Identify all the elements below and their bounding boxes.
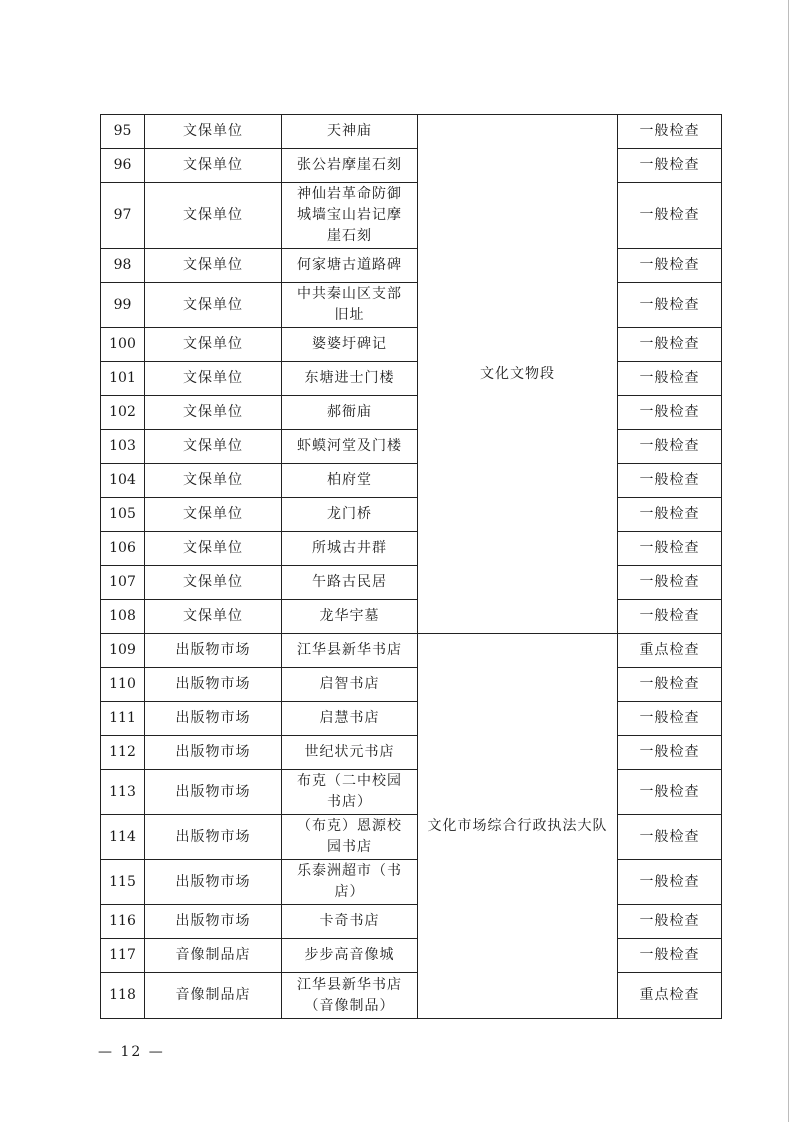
table-row	[101, 430, 722, 464]
check-type-cell: 一般检查	[618, 702, 722, 736]
check-type-cell: 一般检查	[618, 815, 722, 860]
row-number-cell: 108	[101, 600, 145, 634]
check-type-cell: 一般检查	[618, 498, 722, 532]
category-cell: 出版物市场	[145, 634, 282, 668]
check-type-cell: 一般检查	[618, 249, 722, 283]
category-cell: 文保单位	[145, 149, 282, 183]
check-type-cell: 一般检查	[618, 396, 722, 430]
row-number-cell: 105	[101, 498, 145, 532]
check-type-cell: 一般检查	[618, 362, 722, 396]
object-name-cell: 天神庙	[282, 115, 418, 149]
row-number-cell: 96	[101, 149, 145, 183]
table-row	[101, 183, 722, 249]
object-name-cell: 卡奇书店	[282, 905, 418, 939]
category-cell: 文保单位	[145, 396, 282, 430]
check-type-cell: 一般检查	[618, 532, 722, 566]
check-type-cell: 一般检查	[618, 149, 722, 183]
category-cell: 文保单位	[145, 115, 282, 149]
object-name-cell: 婆婆圩碑记	[282, 328, 418, 362]
check-type-cell: 重点检查	[618, 973, 722, 1019]
table-row	[101, 498, 722, 532]
page-number: — 12 —	[98, 1044, 165, 1060]
category-cell: 文保单位	[145, 328, 282, 362]
table-row	[101, 905, 722, 939]
department-cell: 文化市场综合行政执法大队	[418, 634, 618, 1019]
page-edge-line	[788, 0, 789, 1122]
object-name-cell: 柏府堂	[282, 464, 418, 498]
check-type-cell: 一般检查	[618, 736, 722, 770]
category-cell: 音像制品店	[145, 973, 282, 1019]
object-name-cell: 步步高音像城	[282, 939, 418, 973]
row-number-cell: 95	[101, 115, 145, 149]
category-cell: 文保单位	[145, 532, 282, 566]
object-name-cell: 郝衙庙	[282, 396, 418, 430]
row-number-cell: 118	[101, 973, 145, 1019]
category-cell: 出版物市场	[145, 668, 282, 702]
category-cell: 出版物市场	[145, 770, 282, 815]
table-row	[101, 702, 722, 736]
category-cell: 出版物市场	[145, 736, 282, 770]
check-type-cell: 一般检查	[618, 328, 722, 362]
category-cell: 文保单位	[145, 183, 282, 249]
object-name-cell: 午路古民居	[282, 566, 418, 600]
table-row	[101, 396, 722, 430]
check-type-cell: 一般检查	[618, 566, 722, 600]
category-cell: 音像制品店	[145, 939, 282, 973]
check-type-cell: 一般检查	[618, 115, 722, 149]
table-row	[101, 668, 722, 702]
check-type-cell: 一般检查	[618, 600, 722, 634]
table-row	[101, 973, 722, 1019]
table-row	[101, 566, 722, 600]
table-row	[101, 770, 722, 815]
check-type-cell: 一般检查	[618, 183, 722, 249]
table-row	[101, 600, 722, 634]
row-number-cell: 106	[101, 532, 145, 566]
row-number-cell: 113	[101, 770, 145, 815]
table-row	[101, 328, 722, 362]
object-name-cell: 布克（二中校园书店）	[282, 770, 418, 815]
category-cell: 文保单位	[145, 464, 282, 498]
object-name-cell: 龙华宇墓	[282, 600, 418, 634]
check-type-cell: 一般检查	[618, 464, 722, 498]
object-name-cell: 龙门桥	[282, 498, 418, 532]
table-row	[101, 939, 722, 973]
category-cell: 文保单位	[145, 600, 282, 634]
object-name-cell: 中共秦山区支部旧址	[282, 283, 418, 328]
department-cell: 文化文物段	[418, 115, 618, 634]
category-cell: 出版物市场	[145, 702, 282, 736]
table-row	[101, 149, 722, 183]
row-number-cell: 99	[101, 283, 145, 328]
check-type-cell: 一般检查	[618, 860, 722, 905]
category-cell: 出版物市场	[145, 905, 282, 939]
category-cell: 文保单位	[145, 283, 282, 328]
table-row	[101, 860, 722, 905]
inspection-table	[100, 114, 722, 1019]
check-type-cell: 一般检查	[618, 430, 722, 464]
table-body	[101, 115, 722, 1019]
table-row	[101, 283, 722, 328]
category-cell: 出版物市场	[145, 815, 282, 860]
check-type-cell: 重点检查	[618, 634, 722, 668]
row-number-cell: 98	[101, 249, 145, 283]
table-row	[101, 249, 722, 283]
object-name-cell: 神仙岩革命防御城墙宝山岩记摩崖石刻	[282, 183, 418, 249]
object-name-cell: （布克）恩源校园书店	[282, 815, 418, 860]
row-number-cell: 100	[101, 328, 145, 362]
check-type-cell: 一般检查	[618, 283, 722, 328]
check-type-cell: 一般检查	[618, 939, 722, 973]
row-number-cell: 116	[101, 905, 145, 939]
object-name-cell: 东塘进士门楼	[282, 362, 418, 396]
object-name-cell: 乐泰洲超市（书店）	[282, 860, 418, 905]
object-name-cell: 启慧书店	[282, 702, 418, 736]
category-cell: 文保单位	[145, 249, 282, 283]
row-number-cell: 111	[101, 702, 145, 736]
row-number-cell: 112	[101, 736, 145, 770]
object-name-cell: 江华县新华书店（音像制品）	[282, 973, 418, 1019]
category-cell: 文保单位	[145, 566, 282, 600]
row-number-cell: 114	[101, 815, 145, 860]
object-name-cell: 所城古井群	[282, 532, 418, 566]
table-row	[101, 736, 722, 770]
object-name-cell: 世纪状元书店	[282, 736, 418, 770]
object-name-cell: 张公岩摩崖石刻	[282, 149, 418, 183]
object-name-cell: 启智书店	[282, 668, 418, 702]
check-type-cell: 一般检查	[618, 668, 722, 702]
row-number-cell: 102	[101, 396, 145, 430]
check-type-cell: 一般检查	[618, 770, 722, 815]
row-number-cell: 101	[101, 362, 145, 396]
table-row	[101, 815, 722, 860]
table-row	[101, 362, 722, 396]
object-name-cell: 江华县新华书店	[282, 634, 418, 668]
row-number-cell: 97	[101, 183, 145, 249]
object-name-cell: 虾蟆河堂及门楼	[282, 430, 418, 464]
table-row	[101, 115, 722, 149]
table-row	[101, 634, 722, 668]
check-type-cell: 一般检查	[618, 905, 722, 939]
row-number-cell: 110	[101, 668, 145, 702]
row-number-cell: 104	[101, 464, 145, 498]
row-number-cell: 115	[101, 860, 145, 905]
category-cell: 文保单位	[145, 362, 282, 396]
category-cell: 出版物市场	[145, 860, 282, 905]
row-number-cell: 103	[101, 430, 145, 464]
table-row	[101, 532, 722, 566]
category-cell: 文保单位	[145, 430, 282, 464]
object-name-cell: 何家塘古道路碑	[282, 249, 418, 283]
row-number-cell: 109	[101, 634, 145, 668]
category-cell: 文保单位	[145, 498, 282, 532]
row-number-cell: 117	[101, 939, 145, 973]
row-number-cell: 107	[101, 566, 145, 600]
table-row	[101, 464, 722, 498]
